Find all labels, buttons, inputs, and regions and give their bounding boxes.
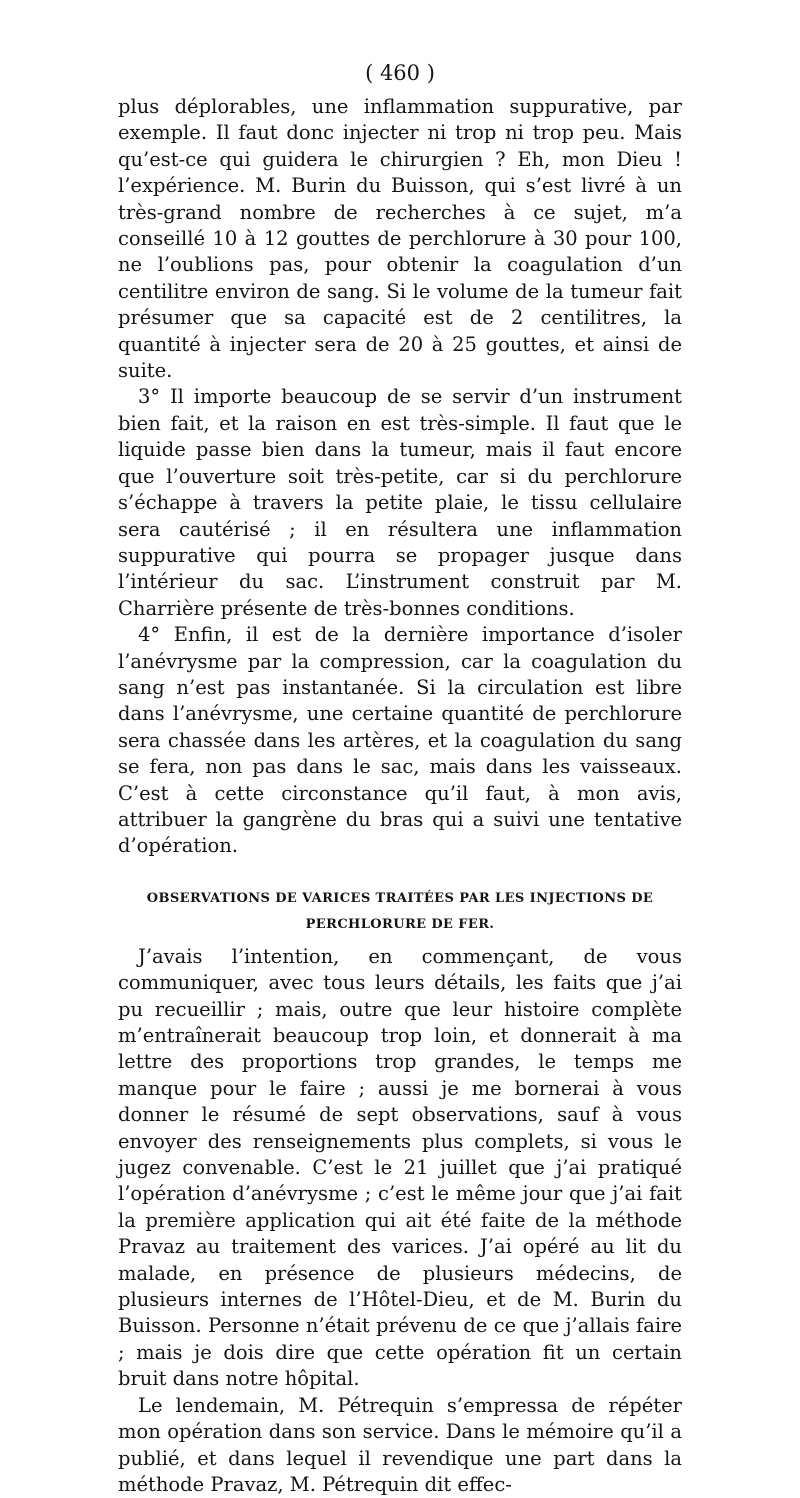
paragraph-4: J’avais l’intention, en commençant, de vous communiquer, avec tous leurs détails, les faits que j’ai pu recueillir ; mais, outre que leur histoire complète m’entraînerait beaucoup trop loin, et donnerait à ma lettre des proportions trop grandes, le temps me manque pour le faire ; aussi je me bornerai à vous donner le résumé de sept observations, sauf à vous envoyer des renseignements plus complets, si vous le jugez convenable. C’est le 21 juillet que j’ai pratiqué l’opération d’anévrysme ; c’est le même jour que j’ai fait la première application qui ait été faite de la méthode Pravaz au traitement des varices. J’ai opéré au lit du malade, en présence de plusieurs médecins, de plusieurs internes de l’Hôtel-Dieu, et de M. Burin du Buisson. Personne n’était prévenu de ce que j’allais faire ; mais je dois dire que cette opération fit un certain bruit dans notre hôpital. bbox=[118, 944, 682, 1391]
book-page bbox=[118, 58, 682, 1498]
paragraph-3: 4° Enfin, il est de la dernière importance d’isoler l’anévrysme par la compression, car la coagulation du sang n’est pas instantanée. Si la circulation est libre dans l’anévrysme, une certaine quantité de perchlorure sera chassée dans les artères, et la coagulation du sang se fera, non pas dans le sac, mais dans les vaisseaux. C’est à cette circonstance qu’il faut, à mon avis, attribuer la gangrène du bras qui a suivi une tentative d’opération. bbox=[118, 623, 682, 858]
paragraph-1: plus déplorables, une inflammation suppurative, par exemple. Il faut donc injecter ni trop ni trop peu. Mais qu’est-ce qui guidera le chirurgien ? Eh, mon Dieu ! l’expérience. M. Burin du Buisson, qui s’est livré à un très-grand nombre de recherches à ce sujet, m’a conseillé 10 à 12 gouttes de perchlorure à 30 pour 100, ne l’oublions pas, pour obtenir la coagulation d’un centilitre environ de sang. Si le volume de la tumeur fait présumer que sa capacité est de 2 centilitres, la quantité à injecter sera de 20 à 25 gouttes, et ainsi de suite. bbox=[118, 95, 682, 383]
paragraph-5: Le lendemain, M. Pétrequin s’empressa de répéter mon opération dans son service. Dans le mémoire qu’il a publié, et dans lequel il revendique une part dans la méthode Pravaz, M. Pétrequin dit effec- bbox=[118, 1393, 682, 1496]
page-number: ( 460 ) bbox=[365, 61, 435, 85]
section-title: OBSERVATIONS DE VARICES TRAITÉES PAR LES INJECTIONS DE PERCHLORURE DE FER. bbox=[146, 890, 654, 932]
paragraph-2: 3° Il importe beaucoup de se servir d’un instrument bien fait, et la raison en est très-simple. Il faut que le liquide passe bien dans la tumeur, mais il faut encore que l’ouverture soit très-petite, car si du perchlorure s’échappe à travers la petite plaie, le tissu cellulaire sera cautérisé ; il en résultera une inflammation suppurative qui pourra se propager jusque dans l’intérieur du sac. L’instrument construit par M. Charrière présente de très-bonnes conditions. bbox=[118, 385, 682, 620]
